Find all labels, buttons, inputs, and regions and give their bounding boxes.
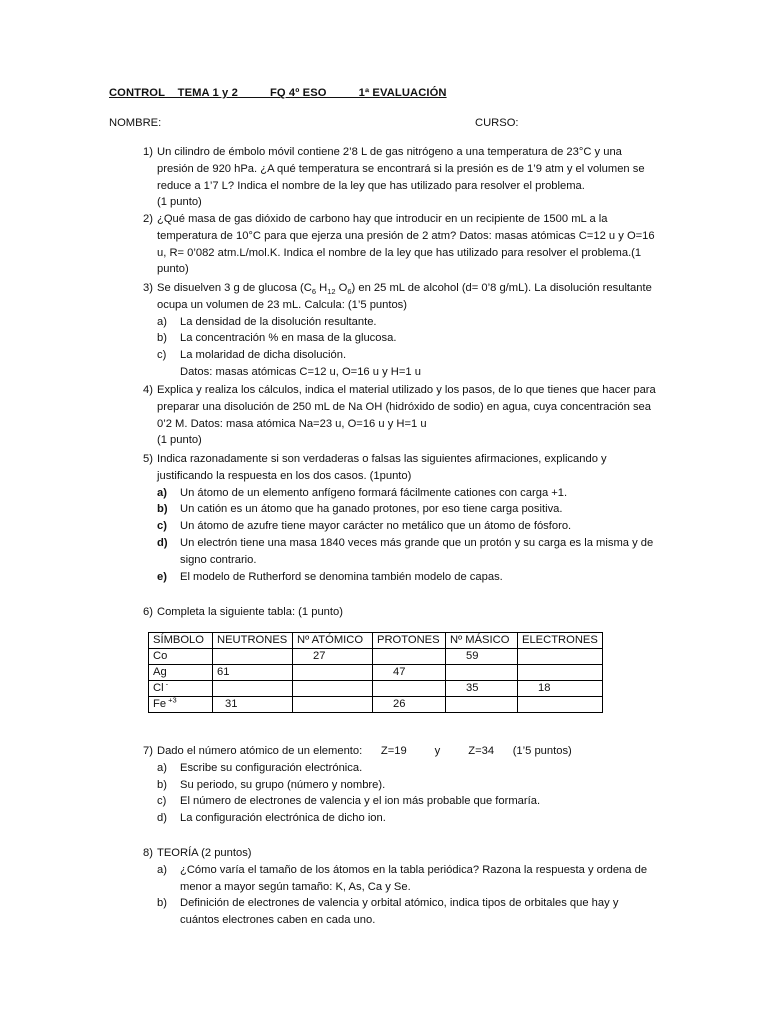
table-cell-symbol: Co: [149, 649, 213, 665]
table-cell: 47: [373, 665, 446, 681]
exam-header: CONTROL TEMA 1 y 2 FQ 4º ESO 1ª EVALUACIÓN: [109, 87, 447, 99]
statement: a) Un átomo de un elemento anfígeno formará fácilmente cationes con carga +1.: [157, 486, 568, 499]
subquestion: a) ¿Cómo varía el tamaño de los átomos en la tabla periódica? Razona la respuesta y ordena de menor a mayor según tamaño: K, As, Ca y Se.: [157, 863, 648, 893]
table-cell-symbol: Fe $^{+3}$: [149, 697, 213, 713]
subquestion: b) La concentración % en masa de la glucosa.: [157, 332, 397, 345]
nombre-label: NOMBRE:: [109, 117, 162, 129]
table-row: [149, 681, 603, 697]
question-text: ¿Qué masa de gas dióxido de carbono hay que introducir en un recipiente de 1500 mL a la temperatura de 10°C para que ejerza una presión de 2 atm? Datos: masas atómicas C=12 u y O=16 u, R= 0’082 atm.L/mol.K. Indica el nombre de la ley que has utilizado para resolver el problema.(1 punto): [157, 213, 655, 276]
table-cell: 35: [446, 681, 518, 697]
table-cell: 31: [213, 697, 293, 713]
question-text: Un cilindro de émbolo móvil contiene 2’8 L de gas nitrógeno a una temperatura de 23°C y una presión de 920 hPa. ¿A qué temperatura se encontrará si la presión es de 1’9 atm y el volumen se reduce a 1’7 L? Indica el nombre de la ley que has utilizado para resolver el problema.: [157, 146, 645, 192]
table-cell: 18: [518, 681, 603, 697]
question-number: 6): [143, 606, 153, 618]
curso-label: CURSO:: [475, 117, 519, 129]
question-text: Se disuelven 3 g de glucosa ($C_6$ $H_{12}$ $O_6$) en 25 mL de alcohol (d= 0’8 g/mL). La disolución resultante ocupa un volumen de 23 mL. Calcula: (1’5 puntos): [157, 282, 652, 311]
question-number: 2): [143, 213, 153, 225]
question-number: 1): [143, 146, 153, 158]
table-cell: [518, 697, 603, 713]
table-cell: 26: [373, 697, 446, 713]
subquestion: b) Definición de electrones de valencia y orbital atómico, indica tipos de orbitales que hay y cuántos electrones caben en cada uno.: [157, 897, 619, 927]
table-cell: [293, 665, 373, 681]
table-cell: [446, 697, 518, 713]
question-4: [109, 382, 657, 449]
question-8: [109, 845, 657, 929]
question-datos: Datos: masas atómicas C=12 u, O=16 u y H=1 u: [180, 365, 421, 378]
question-number: 4): [143, 384, 153, 396]
statement: d) Un electrón tiene una masa 1840 veces más grande que un protón y su carga es la misma y de signo contrario.: [157, 536, 654, 566]
subquestion: a) La densidad de la disolución resultante.: [157, 315, 377, 328]
question-text: TEORÍA (2 puntos): [157, 847, 252, 859]
table-row: [149, 649, 603, 665]
question-text: Completa la siguiente tabla: (1 punto): [157, 606, 343, 618]
statement: c) Un átomo de azufre tiene mayor carácter no metálico que un átomo de fósforo.: [157, 520, 572, 533]
question-text: Indica razonadamente si son verdaderas o falsas las siguientes afirmaciones, explicando y justificando la respuesta en los dos casos. (1punto): [157, 453, 607, 482]
table-cell: [373, 681, 446, 697]
table-cell: [293, 681, 373, 697]
question-text: Explica y realiza los cálculos, indica el material utilizado y los pasos, de lo que tienes que hacer para preparar una disolución de 250 mL de Na OH (hidróxido de sodio) en agua, cuya concentración sea 0’2 M. Datos: masa atómica Na=23 u, O=16 u y H=1 u: [157, 384, 656, 430]
question-number: 3): [143, 282, 153, 294]
atom-table: [148, 632, 603, 713]
question-number: 8): [143, 847, 153, 859]
table-header: PROTONES: [373, 633, 446, 649]
table-header-row: [149, 633, 603, 649]
table-header: NEUTRONES: [213, 633, 293, 649]
question-points: (1 punto): [157, 434, 202, 447]
question-text: Dado el número atómico de un elemento: Z=19 y Z=34 (1’5 puntos): [157, 745, 572, 757]
subquestion: c) El número de electrones de valencia y el ion más probable que formaría.: [157, 795, 541, 808]
question-number: 7): [143, 745, 153, 757]
table-cell: [213, 681, 293, 697]
question-7: [109, 743, 657, 827]
question-1: [109, 144, 657, 211]
table-cell: [293, 697, 373, 713]
table-header: Nº MÁSICO: [446, 633, 518, 649]
table-cell: [373, 649, 446, 665]
table-cell: [213, 649, 293, 665]
table-cell: 59: [446, 649, 518, 665]
table-cell: [518, 649, 603, 665]
statement: b) Un catión es un átomo que ha ganado protones, por eso tiene carga positiva.: [157, 503, 563, 516]
table-cell: [518, 665, 603, 681]
question-2: [109, 211, 657, 278]
question-points: (1 punto): [157, 196, 202, 209]
subquestion: b) Su periodo, su grupo (número y nombre).: [157, 778, 386, 791]
table-cell-symbol: Cl -: [149, 681, 213, 697]
table-cell-symbol: Ag: [149, 665, 213, 681]
subquestion: d) La configuración electrónica de dicho ion.: [157, 812, 386, 825]
table-header: SÍMBOLO: [149, 633, 213, 649]
table-cell: [446, 665, 518, 681]
question-6: [109, 604, 657, 621]
question-number: 5): [143, 453, 153, 465]
question-3: [109, 280, 657, 381]
table-row: [149, 697, 603, 713]
subquestion: c) La molaridad de dicha disolución.: [157, 349, 347, 362]
table-cell: 61: [213, 665, 293, 681]
table-header: Nº ATÓMICO: [293, 633, 373, 649]
table-header: ELECTRONES: [518, 633, 603, 649]
statement: e) El modelo de Rutherford se denomina también modelo de capas.: [157, 570, 503, 583]
table-cell: 27: [293, 649, 373, 665]
question-5: [109, 451, 657, 585]
subquestion: a) Escribe su configuración electrónica.: [157, 761, 363, 774]
table-row: [149, 665, 603, 681]
